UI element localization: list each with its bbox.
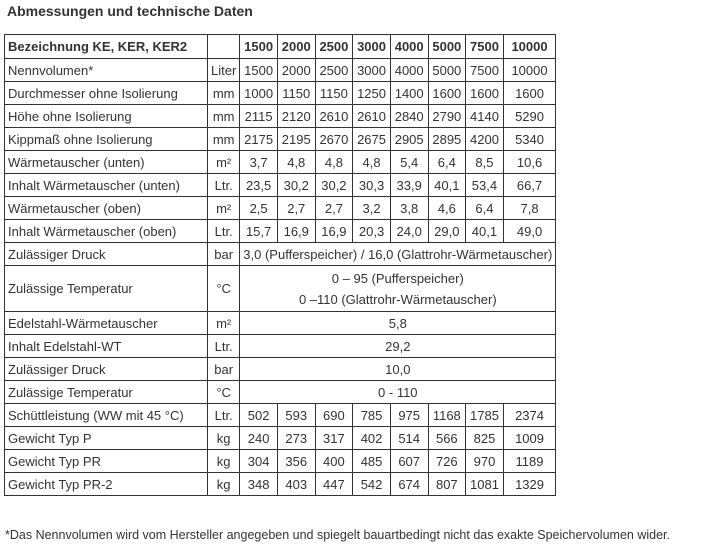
row-unit: kg bbox=[208, 473, 240, 496]
row-value: 785 bbox=[353, 404, 391, 427]
row-value: 3,8 bbox=[390, 197, 428, 220]
row-value: 485 bbox=[353, 450, 391, 473]
row-value: 30,3 bbox=[353, 174, 391, 197]
row-value: 4000 bbox=[390, 59, 428, 82]
row-value: 29,0 bbox=[428, 220, 466, 243]
table-row bbox=[5, 128, 556, 151]
header-unit bbox=[208, 35, 240, 59]
row-label: Nennvolumen* bbox=[5, 59, 208, 82]
row-value: 1600 bbox=[428, 82, 466, 105]
header-label: Bezeichnung KE, KER, KER2 bbox=[5, 35, 208, 59]
row-value: 5340 bbox=[503, 128, 556, 151]
table-row bbox=[5, 197, 556, 220]
row-unit: m² bbox=[208, 197, 240, 220]
row-value: 4200 bbox=[466, 128, 504, 151]
row-value: 4,8 bbox=[277, 151, 315, 174]
row-value: 1000 bbox=[240, 82, 278, 105]
header-size: 10000 bbox=[503, 35, 556, 59]
row-value: 3000 bbox=[353, 59, 391, 82]
table-row bbox=[5, 151, 556, 174]
row-value bbox=[240, 266, 556, 312]
row-value: 5290 bbox=[503, 105, 556, 128]
row-value: 1500 bbox=[240, 59, 278, 82]
row-value: 3,0 (Pufferspeicher) / 16,0 (Glattrohr-Wärmetauscher) bbox=[240, 243, 556, 266]
row-value: 304 bbox=[240, 450, 278, 473]
row-unit: mm bbox=[208, 128, 240, 151]
row-value: 403 bbox=[277, 473, 315, 496]
row-label: Gewicht Typ PR bbox=[5, 450, 208, 473]
row-unit: kg bbox=[208, 427, 240, 450]
row-unit: kg bbox=[208, 450, 240, 473]
row-unit: Ltr. bbox=[208, 335, 240, 358]
row-value: 502 bbox=[240, 404, 278, 427]
row-unit: bar bbox=[208, 358, 240, 381]
row-label: Durchmesser ohne Isolierung bbox=[5, 82, 208, 105]
table-row bbox=[5, 220, 556, 243]
row-value: 1168 bbox=[428, 404, 466, 427]
row-value: 10000 bbox=[503, 59, 556, 82]
table-row bbox=[5, 82, 556, 105]
row-value: 2790 bbox=[428, 105, 466, 128]
row-value-line: 0 – 95 (Pufferspeicher) bbox=[331, 270, 464, 286]
row-label: Zulässiger Druck bbox=[5, 358, 208, 381]
row-value: 6,4 bbox=[466, 197, 504, 220]
row-value: 2374 bbox=[503, 404, 556, 427]
row-value: 607 bbox=[390, 450, 428, 473]
row-value: 690 bbox=[315, 404, 353, 427]
row-value: 2610 bbox=[353, 105, 391, 128]
row-value: 30,2 bbox=[277, 174, 315, 197]
row-unit: m² bbox=[208, 312, 240, 335]
row-value: 400 bbox=[315, 450, 353, 473]
row-value: 1400 bbox=[390, 82, 428, 105]
row-value: 726 bbox=[428, 450, 466, 473]
row-value: 975 bbox=[390, 404, 428, 427]
table-row bbox=[5, 358, 556, 381]
row-value: 2905 bbox=[390, 128, 428, 151]
row-value: 40,1 bbox=[466, 220, 504, 243]
row-value: 4140 bbox=[466, 105, 504, 128]
table-row bbox=[5, 105, 556, 128]
table-body-merged bbox=[5, 243, 556, 404]
row-unit: mm bbox=[208, 82, 240, 105]
row-value: 2895 bbox=[428, 128, 466, 151]
row-unit: °C bbox=[208, 381, 240, 404]
table-row bbox=[5, 266, 556, 312]
row-value: 593 bbox=[277, 404, 315, 427]
row-label: Gewicht Typ P bbox=[5, 427, 208, 450]
row-label: Zulässige Temperatur bbox=[5, 381, 208, 404]
row-value: 2,7 bbox=[315, 197, 353, 220]
row-value: 49,0 bbox=[503, 220, 556, 243]
row-value: 20,3 bbox=[353, 220, 391, 243]
row-value: 447 bbox=[315, 473, 353, 496]
row-value: 0 - 110 bbox=[240, 381, 556, 404]
row-value: 4,8 bbox=[315, 151, 353, 174]
table-row bbox=[5, 243, 556, 266]
row-value: 2115 bbox=[240, 105, 278, 128]
row-value: 1600 bbox=[466, 82, 504, 105]
row-value: 2840 bbox=[390, 105, 428, 128]
row-value: 16,9 bbox=[315, 220, 353, 243]
row-unit: mm bbox=[208, 105, 240, 128]
header-size: 2000 bbox=[277, 35, 315, 59]
table-row bbox=[5, 473, 556, 496]
row-label: Inhalt Edelstahl-WT bbox=[5, 335, 208, 358]
row-value: 825 bbox=[466, 427, 504, 450]
row-unit: m² bbox=[208, 151, 240, 174]
header-size: 4000 bbox=[390, 35, 428, 59]
row-value: 1250 bbox=[353, 82, 391, 105]
row-label: Gewicht Typ PR-2 bbox=[5, 473, 208, 496]
row-value: 10,0 bbox=[240, 358, 556, 381]
row-value: 3,2 bbox=[353, 197, 391, 220]
row-value: 2670 bbox=[315, 128, 353, 151]
row-value: 1189 bbox=[503, 450, 556, 473]
row-value: 2000 bbox=[277, 59, 315, 82]
table-row bbox=[5, 335, 556, 358]
table-row bbox=[5, 427, 556, 450]
row-unit: bar bbox=[208, 243, 240, 266]
row-label: Inhalt Wärmetauscher (unten) bbox=[5, 174, 208, 197]
row-value: 2120 bbox=[277, 105, 315, 128]
row-value: 5,8 bbox=[240, 312, 556, 335]
row-value: 1785 bbox=[466, 404, 504, 427]
table-body-top bbox=[5, 35, 556, 243]
row-value: 1600 bbox=[503, 82, 556, 105]
row-value: 1329 bbox=[503, 473, 556, 496]
row-value: 1150 bbox=[315, 82, 353, 105]
table-header-row bbox=[5, 35, 556, 59]
row-value: 807 bbox=[428, 473, 466, 496]
row-value: 33,9 bbox=[390, 174, 428, 197]
row-value: 29,2 bbox=[240, 335, 556, 358]
row-value: 53,4 bbox=[466, 174, 504, 197]
row-value: 10,6 bbox=[503, 151, 556, 174]
row-label: Kippmaß ohne Isolierung bbox=[5, 128, 208, 151]
row-value: 1009 bbox=[503, 427, 556, 450]
row-label: Edelstahl-Wärmetauscher bbox=[5, 312, 208, 335]
row-value: 4,8 bbox=[353, 151, 391, 174]
row-value: 2675 bbox=[353, 128, 391, 151]
table-body-bottom bbox=[5, 404, 556, 496]
table-row bbox=[5, 174, 556, 197]
row-value: 2175 bbox=[240, 128, 278, 151]
row-value: 542 bbox=[353, 473, 391, 496]
row-value: 23,5 bbox=[240, 174, 278, 197]
row-value: 5000 bbox=[428, 59, 466, 82]
row-value: 2195 bbox=[277, 128, 315, 151]
section-title: Abmessungen und technische Daten bbox=[7, 3, 253, 19]
header-size: 2500 bbox=[315, 35, 353, 59]
table-row bbox=[5, 404, 556, 427]
row-value: 240 bbox=[240, 427, 278, 450]
row-value: 66,7 bbox=[503, 174, 556, 197]
row-value: 5,4 bbox=[390, 151, 428, 174]
row-value: 2610 bbox=[315, 105, 353, 128]
specs-table bbox=[4, 34, 556, 496]
row-label: Höhe ohne Isolierung bbox=[5, 105, 208, 128]
row-value: 317 bbox=[315, 427, 353, 450]
row-value: 2,7 bbox=[277, 197, 315, 220]
row-label: Zulässige Temperatur bbox=[5, 266, 208, 312]
row-value: 273 bbox=[277, 427, 315, 450]
table-row bbox=[5, 312, 556, 335]
row-value: 3,7 bbox=[240, 151, 278, 174]
row-value: 402 bbox=[353, 427, 391, 450]
row-unit: Ltr. bbox=[208, 174, 240, 197]
row-label: Wärmetauscher (oben) bbox=[5, 197, 208, 220]
header-size: 5000 bbox=[428, 35, 466, 59]
row-value: 15,7 bbox=[240, 220, 278, 243]
row-value: 40,1 bbox=[428, 174, 466, 197]
row-value: 674 bbox=[390, 473, 428, 496]
row-unit: Ltr. bbox=[208, 220, 240, 243]
row-label: Inhalt Wärmetauscher (oben) bbox=[5, 220, 208, 243]
row-label: Schüttleistung (WW mit 45 °C) bbox=[5, 404, 208, 427]
row-value-line: 0 –110 (Glattrohr-Wärmetauscher) bbox=[298, 291, 497, 307]
row-value: 2500 bbox=[315, 59, 353, 82]
row-value: 16,9 bbox=[277, 220, 315, 243]
row-value: 2,5 bbox=[240, 197, 278, 220]
row-value: 7,8 bbox=[503, 197, 556, 220]
footnote: *Das Nennvolumen wird vom Hersteller angegeben und spiegelt bauartbedingt nicht das exakte Speichervolumen wider. bbox=[5, 528, 670, 542]
table-row bbox=[5, 59, 556, 82]
header-size: 1500 bbox=[240, 35, 278, 59]
header-size: 3000 bbox=[353, 35, 391, 59]
row-unit: Ltr. bbox=[208, 404, 240, 427]
row-value: 348 bbox=[240, 473, 278, 496]
row-value: 30,2 bbox=[315, 174, 353, 197]
row-value: 970 bbox=[466, 450, 504, 473]
table-row bbox=[5, 381, 556, 404]
table-row bbox=[5, 450, 556, 473]
row-value: 566 bbox=[428, 427, 466, 450]
row-value: 6,4 bbox=[428, 151, 466, 174]
row-value: 1081 bbox=[466, 473, 504, 496]
row-value: 1150 bbox=[277, 82, 315, 105]
row-value: 7500 bbox=[466, 59, 504, 82]
row-unit: Liter bbox=[208, 59, 240, 82]
row-label: Zulässiger Druck bbox=[5, 243, 208, 266]
row-value: 24,0 bbox=[390, 220, 428, 243]
row-value: 8,5 bbox=[466, 151, 504, 174]
header-size: 7500 bbox=[466, 35, 504, 59]
row-value: 514 bbox=[390, 427, 428, 450]
row-label: Wärmetauscher (unten) bbox=[5, 151, 208, 174]
row-unit: °C bbox=[208, 266, 240, 312]
row-value: 356 bbox=[277, 450, 315, 473]
row-value: 4,6 bbox=[428, 197, 466, 220]
